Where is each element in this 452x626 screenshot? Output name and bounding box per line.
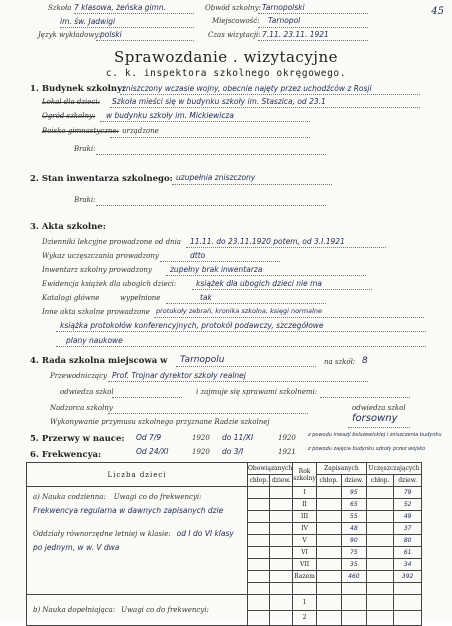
class-cell: 2 [293,610,317,626]
school-inventory-value: zupełny brak inwentarza [170,265,263,274]
catalogs-label: Katalogi główne [42,294,100,302]
document-subtitle: c. k. inspektora szkolnego okręgowego. [105,68,347,79]
schools-count-label: na szkół: [324,358,356,366]
district-line [258,13,368,14]
school-inventory-line [166,275,366,276]
school-label: Szkoła [48,4,72,12]
parallel-value-2: po jednym, w w. V dwa [33,543,120,552]
other-records-line [154,317,424,318]
col-obliged: Obowiązanych [248,463,293,475]
books-record-value: książek dla ubogich dzieci nie ma [196,279,322,288]
catalogs-line [166,303,326,304]
section-1-heading: 1. Budynek szkolny: [30,84,126,94]
visits-label: odwiedza szkol [60,388,114,396]
books-record-label: Ewidencja książek dla ubogich dzieci: [42,280,177,288]
class-cell: IV [293,523,317,535]
sub-girls: dziew. [394,475,422,487]
break-2-from: Od 24/XI [136,447,169,456]
class-cell: I [293,487,317,499]
matters-line [320,397,410,398]
books-record-line [192,289,372,290]
break-2-note: z powodu zajęcia budynku szkoły przez wojsko [308,446,426,452]
supplementary-remarks-label: Uwagi co do frekwencyi: [121,606,209,614]
school-value: 7 klasowa, żeńska gimn. [74,3,166,12]
class-cell: VII [293,559,317,571]
sub-boys: chłop. [366,475,393,487]
other-records-value-3: plany naukowe [66,336,123,345]
building-line [120,94,420,95]
diaries-line [186,247,386,248]
school-line [74,13,194,14]
other-records-label: Inne akta szkolne prowadzone [42,308,150,316]
language-label: Język wykładowy: [38,31,101,39]
daily-learning-label: a) Nauka codzienna: [33,493,106,501]
section-3-heading: 3. Akta szkolne: [30,222,106,232]
premises-label: Lokal dla dzieci: [42,98,100,106]
chairman-label: Przewodniczący [50,372,107,380]
attending-sum: 392 [394,571,422,583]
locality-line [258,27,368,28]
diaries-label: Dzienniki lekcyjne prowadzone od dnia [42,238,181,246]
table-header-row [27,463,422,475]
council-place-line [176,366,316,367]
class-cell: II [293,499,317,511]
diaries-value: 11.11. do 23.11.1920 potem, od 3.I.1921 [190,237,345,246]
col-attending: Uczęszczających [366,463,421,475]
section-6-heading: 6. Frekwencya: [30,450,102,460]
enrolled-cell: 75 [341,547,366,559]
matters-label: i zajmuje się sprawami szkolnemi: [196,388,318,396]
table-row [27,595,422,611]
break-2-year-2: 1921 [278,448,296,456]
other-records-line-2 [56,331,426,332]
visits-line [112,397,182,398]
premises-line [110,107,420,108]
attendance-record-line [160,261,280,262]
district-label: Obwód szkolny: [205,4,261,12]
enrolled-cell: 48 [341,523,366,535]
break-1-to: do 11/XI [222,433,254,442]
break-1-year-2: 1920 [278,434,296,442]
language-value: polski [100,30,122,39]
document-title: Sprawozdanie . wizytacyjne [114,48,338,66]
class-cell: III [293,511,317,523]
section-4-heading: 4. Rada szkolna miejscowa w [30,356,168,366]
council-place: Tarnopolu [180,355,225,365]
garden-label: Ogród szkolny: [42,112,96,120]
language-line [96,40,194,41]
enrolled-cell: 65 [341,499,366,511]
schools-count-value: 8 [362,356,368,366]
attending-cell: 61 [394,547,422,559]
section-2-shortcomings-line [96,205,326,206]
inventory-value: uzupełnia zniszczony [176,173,256,182]
col-children: Liczba dzieci [27,463,248,487]
compulsory-value: forsowny [352,413,398,424]
col-enrolled: Zapisanych [316,463,366,475]
visit-time-value: 7.11. 23.11. 1921 [262,30,329,39]
attending-cell: 34 [394,559,422,571]
other-records-line-3 [56,346,426,347]
catalogs-value: tak [200,293,212,302]
break-2-year: 1920 [192,448,210,456]
school-name: im. św. Jadwigi [60,17,116,26]
attending-cell: 52 [394,499,422,511]
daily-learning-remarks-label: Uwagi co do frekwencyi: [113,493,202,501]
playground-value: urządzone [122,127,159,135]
section-2-heading: 2. Stan inwentarza szkolnego: [30,174,173,184]
attending-cell: 49 [394,511,422,523]
building-value: zniszczony wczasie wojny, obecnie najęty przez uchodźców z Rosji [122,84,372,93]
col-class: Rok szkolny [293,463,317,487]
premises-value: Szkoła mieści się w budynku szkoły im. Staszica, od 23.1 [112,97,326,106]
enrolled-cell: 35 [341,559,366,571]
attending-cell: 37 [394,523,422,535]
frequency-table [26,462,422,626]
sub-boys: chłop. [316,475,341,487]
supervisor-visits-label: odwiedza szkol [352,404,406,412]
section-5-heading: 5. Przerwy w nauce: [30,434,125,444]
attendance-record-label: Wykaz uczęszczania prowadzony [42,252,159,260]
playground-line [110,137,310,138]
inventory-line [172,184,332,185]
visit-time-line [258,40,368,41]
break-1-from: Od 7/9 [136,433,162,442]
section-2-shortcomings-label: Braki: [74,196,96,204]
compulsory-label: Wykonywanie przymusu szkolnego przyznane Radzie szkolnej [50,418,270,426]
daily-learning-remark: Frekwencya regularna w dawnych zapisanych dzie [33,506,224,515]
section-1-shortcomings-line [96,154,326,155]
visit-time-label: Czas wizytacji: [208,31,261,39]
other-records-value-2: książka protokołów konferencyjnych, protokół podawczy, szczegółowe [60,321,324,330]
daily-learning-cell [27,487,248,595]
sub-girls: dziew. [270,475,293,487]
parallel-label: Oddziały równorzędne letniej w klasie: [33,530,171,538]
class-cell: 1 [293,595,317,611]
corner-number: 45 [431,6,444,17]
attendance-record-value: dtto [190,251,206,260]
supervisor-line [108,413,308,414]
enrolled-sum: 460 [341,571,366,583]
parallel-value: od I do VI klasy [176,529,234,538]
playground-label: Boisko gimnastyczne: [42,127,119,135]
attending-cell: 79 [394,487,422,499]
class-cell: VI [293,547,317,559]
break-1-note: z powodu inwazji bolszewickiej i zniszczenia budynku [308,432,442,438]
garden-value: w budynku szkoły im. Mickiewicza [106,111,234,120]
section-1-shortcomings-label: Braki: [74,145,96,153]
chairman-value: Prof. Trojnar dyrektor szkoły realnej [112,371,246,380]
school-name-line [60,27,194,28]
enrolled-cell: 90 [341,535,366,547]
break-2-to: do 3/I [222,447,244,456]
locality-label: Miejscowość: [212,17,260,25]
supervisor-label: Nadzorca szkolny [50,404,113,412]
enrolled-cell: 95 [341,487,366,499]
district-value: Tarnopolski [262,3,305,12]
other-records-value: protokoły zebrań, kronika szkolna, księgi normalne [156,307,322,315]
class-cell: V [293,535,317,547]
school-inventory-label: Inwentarz szkolny prowadzony [42,266,152,274]
chairman-line [108,381,368,382]
attending-cell: 80 [394,535,422,547]
supplementary-cell [27,595,248,626]
table-row [27,487,422,499]
locality-value: Tarnopol [268,16,301,25]
sum-label: Razem [293,571,317,583]
catalogs-filled-label: wypełnione [120,294,161,302]
garden-line [100,121,310,122]
sub-boys: chłop. [248,475,270,487]
compulsory-line [348,427,410,428]
enrolled-cell: 55 [341,511,366,523]
break-1-year: 1920 [192,434,210,442]
supplementary-label: b) Nauka dopełniająca: [33,606,116,614]
sub-girls: dziew. [341,475,366,487]
